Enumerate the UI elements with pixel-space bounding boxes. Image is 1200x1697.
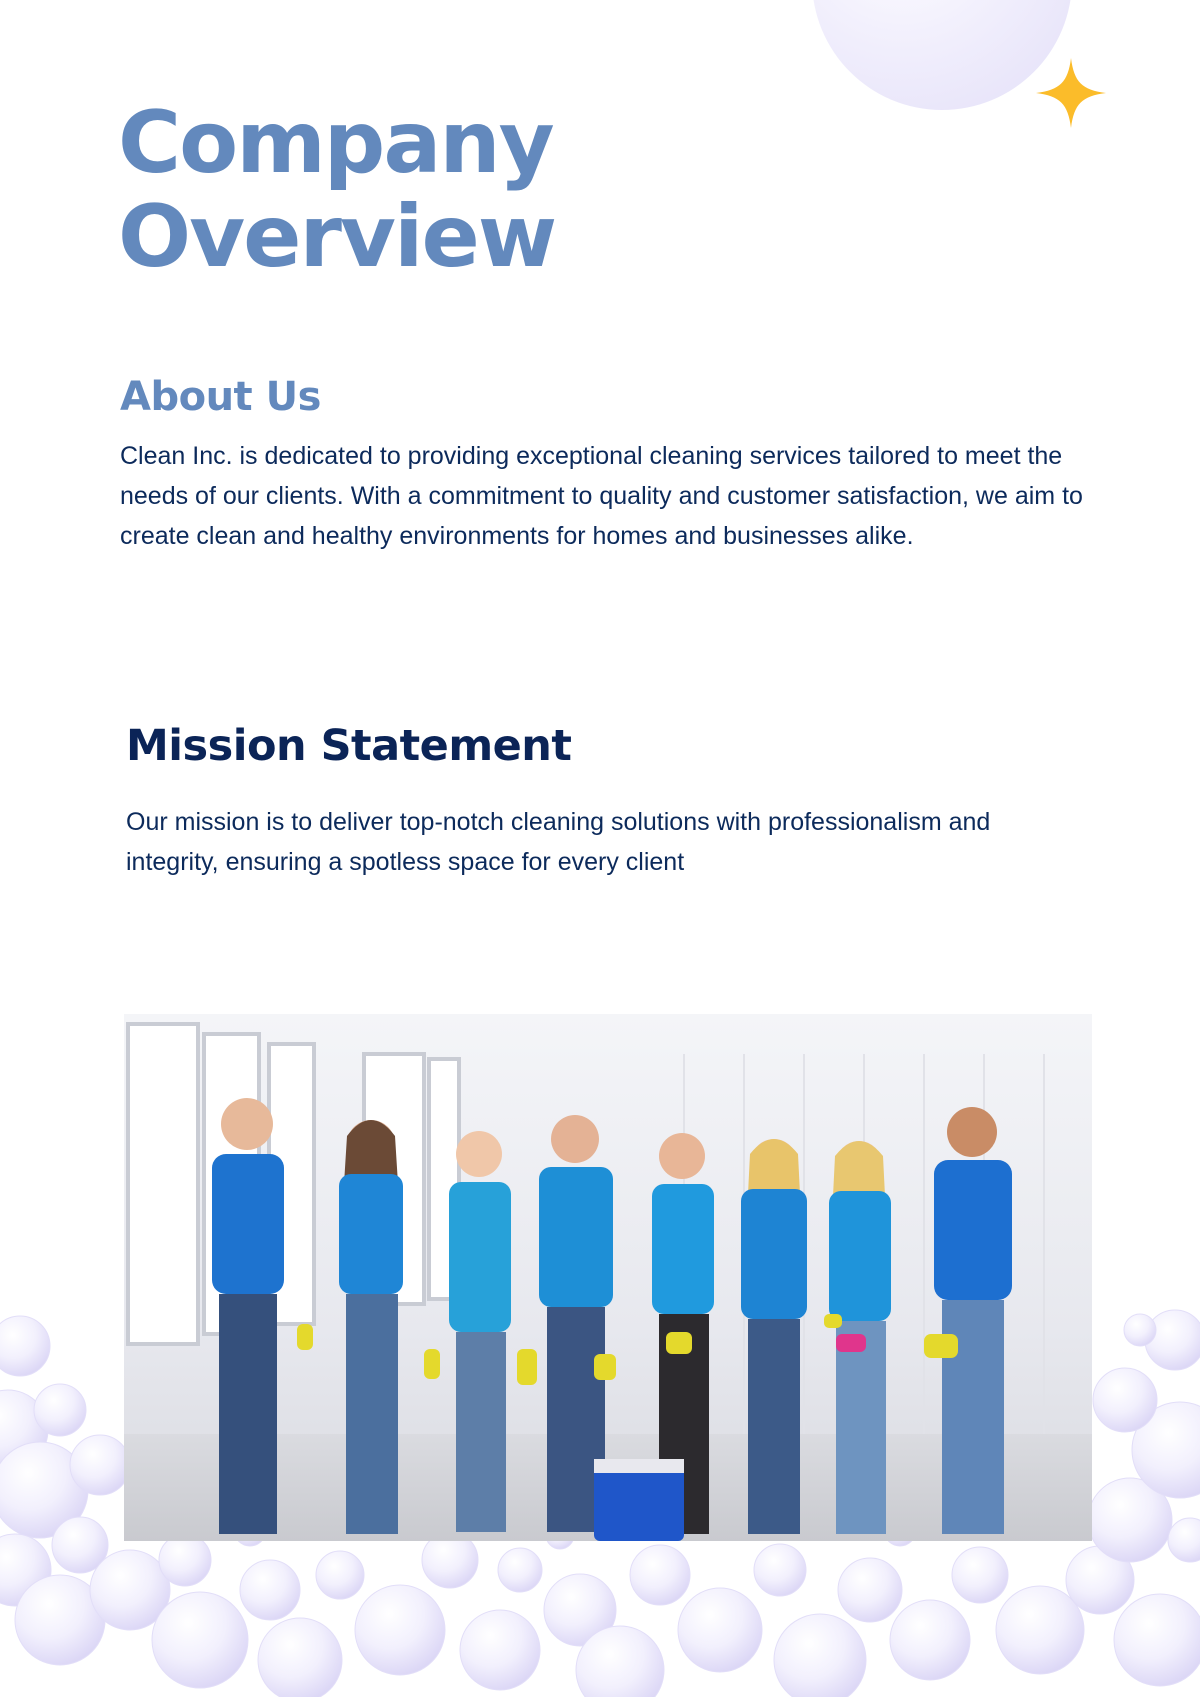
page-title-line-2: Overview (118, 187, 556, 287)
sparkle-icon (1036, 58, 1106, 128)
mission-heading: Mission Statement (126, 721, 572, 771)
page-title (118, 93, 556, 287)
team-photo (124, 1014, 1092, 1541)
window (128, 1024, 459, 1344)
decorative-circle (812, 0, 1072, 110)
page-title-line-1: Company (118, 93, 553, 193)
about-heading: About Us (120, 374, 321, 420)
mission-paragraph: Our mission is to deliver top-notch cleaning solutions with professionalism and integrity, ensuring a spotless space for every client (126, 808, 991, 876)
about-paragraph: Clean Inc. is dedicated to providing exceptional cleaning services tailored to meet the needs of our clients. With a commitment to quality and customer satisfaction, we aim to create clean and healthy environments for homes and businesses alike. (120, 442, 1083, 550)
